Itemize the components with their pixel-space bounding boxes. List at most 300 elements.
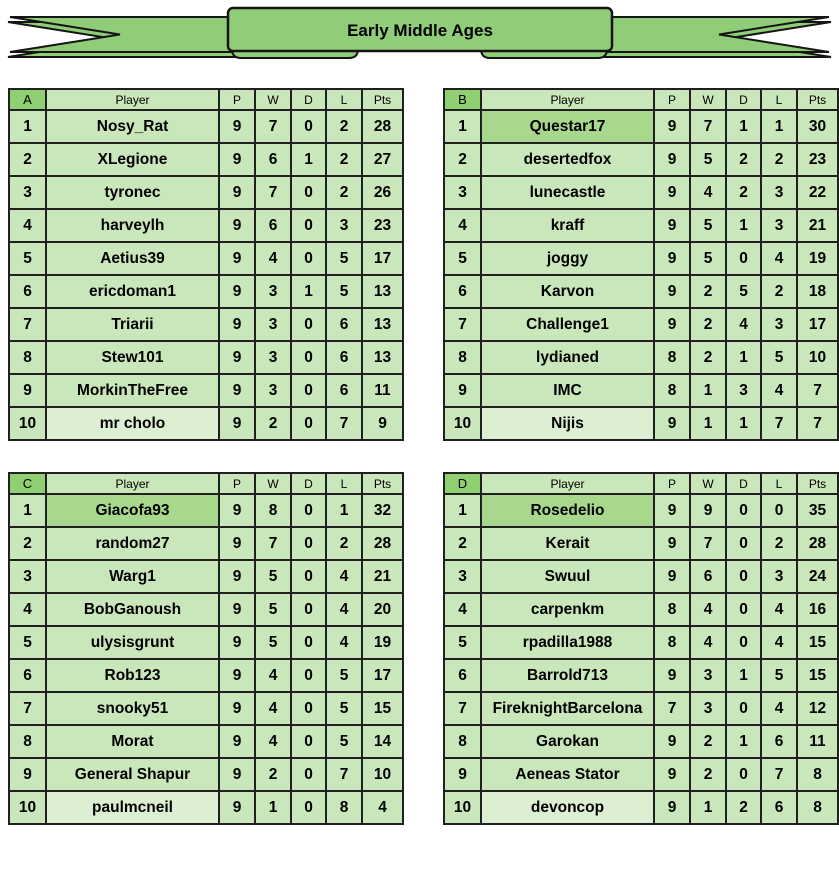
- player-cell: rpadilla1988: [481, 626, 654, 659]
- table-row: [444, 659, 838, 692]
- d-cell: 0: [291, 527, 326, 560]
- rank-cell: 5: [9, 242, 46, 275]
- table-row: [444, 527, 838, 560]
- d-cell: 0: [291, 242, 326, 275]
- table-row: [444, 242, 838, 275]
- table-row: [9, 758, 403, 791]
- pts-cell: 16: [797, 593, 838, 626]
- rank-cell: 4: [9, 593, 46, 626]
- d-cell: 0: [291, 758, 326, 791]
- l-cell: 7: [761, 758, 797, 791]
- pts-cell: 7: [797, 374, 838, 407]
- l-cell: 6: [326, 341, 362, 374]
- p-cell: 9: [219, 659, 255, 692]
- player-cell: Triarii: [46, 308, 219, 341]
- table-row: [444, 791, 838, 824]
- player-cell: Kerait: [481, 527, 654, 560]
- p-cell: 9: [219, 176, 255, 209]
- rank-cell: 2: [444, 143, 481, 176]
- p-cell: 9: [219, 275, 255, 308]
- standings-table-d: [443, 472, 839, 825]
- pts-cell: 32: [362, 494, 403, 527]
- pts-cell: 19: [362, 626, 403, 659]
- col-header-player: Player: [481, 89, 654, 110]
- l-cell: 4: [761, 374, 797, 407]
- header-row: [9, 89, 403, 110]
- p-cell: 9: [219, 560, 255, 593]
- d-cell: 0: [726, 527, 761, 560]
- pts-cell: 20: [362, 593, 403, 626]
- l-cell: 4: [326, 626, 362, 659]
- p-cell: 9: [219, 791, 255, 824]
- col-header-l: L: [326, 473, 362, 494]
- l-cell: 2: [326, 143, 362, 176]
- rank-cell: 8: [444, 725, 481, 758]
- p-cell: 9: [654, 659, 690, 692]
- rank-cell: 3: [9, 560, 46, 593]
- p-cell: 9: [654, 275, 690, 308]
- rank-cell: 5: [444, 242, 481, 275]
- l-cell: 5: [761, 341, 797, 374]
- p-cell: 9: [219, 143, 255, 176]
- player-cell: MorkinTheFree: [46, 374, 219, 407]
- rank-cell: 2: [9, 527, 46, 560]
- table-row: [444, 308, 838, 341]
- w-cell: 1: [690, 407, 726, 440]
- w-cell: 7: [690, 110, 726, 143]
- l-cell: 5: [326, 242, 362, 275]
- l-cell: 2: [761, 275, 797, 308]
- table-row: [9, 791, 403, 824]
- col-header-w: W: [690, 89, 726, 110]
- rank-cell: 4: [444, 593, 481, 626]
- w-cell: 7: [255, 110, 291, 143]
- col-header-p: P: [654, 89, 690, 110]
- l-cell: 3: [761, 308, 797, 341]
- col-header-l: L: [761, 89, 797, 110]
- w-cell: 5: [255, 626, 291, 659]
- w-cell: 1: [255, 791, 291, 824]
- pts-cell: 4: [362, 791, 403, 824]
- l-cell: 6: [761, 725, 797, 758]
- rank-cell: 6: [444, 659, 481, 692]
- col-header-pts: Pts: [362, 89, 403, 110]
- player-cell: Barrold713: [481, 659, 654, 692]
- d-cell: 0: [726, 692, 761, 725]
- w-cell: 3: [255, 275, 291, 308]
- d-cell: 2: [726, 143, 761, 176]
- l-cell: 3: [761, 176, 797, 209]
- l-cell: 7: [326, 758, 362, 791]
- w-cell: 5: [690, 209, 726, 242]
- player-cell: kraff: [481, 209, 654, 242]
- pts-cell: 26: [362, 176, 403, 209]
- d-cell: 2: [726, 791, 761, 824]
- pts-cell: 11: [797, 725, 838, 758]
- p-cell: 9: [654, 110, 690, 143]
- table-header: [444, 473, 838, 494]
- d-cell: 0: [291, 692, 326, 725]
- rank-cell: 9: [9, 374, 46, 407]
- rank-cell: 7: [9, 308, 46, 341]
- pts-cell: 13: [362, 308, 403, 341]
- col-header-d: D: [291, 89, 326, 110]
- w-cell: 4: [255, 725, 291, 758]
- w-cell: 6: [255, 143, 291, 176]
- col-header-w: W: [255, 89, 291, 110]
- p-cell: 9: [219, 527, 255, 560]
- p-cell: 8: [654, 341, 690, 374]
- table-row: [444, 560, 838, 593]
- p-cell: 9: [219, 110, 255, 143]
- rank-cell: 9: [444, 758, 481, 791]
- rank-cell: 1: [9, 494, 46, 527]
- standings-table-b: [443, 88, 839, 441]
- w-cell: 3: [255, 308, 291, 341]
- rank-cell: 9: [9, 758, 46, 791]
- w-cell: 2: [690, 758, 726, 791]
- player-cell: Swuul: [481, 560, 654, 593]
- p-cell: 9: [654, 725, 690, 758]
- table-row: [444, 758, 838, 791]
- rank-cell: 4: [9, 209, 46, 242]
- pts-cell: 17: [362, 659, 403, 692]
- pts-cell: 28: [362, 110, 403, 143]
- d-cell: 1: [291, 275, 326, 308]
- l-cell: 7: [326, 407, 362, 440]
- l-cell: 1: [326, 494, 362, 527]
- p-cell: 9: [219, 341, 255, 374]
- d-cell: 0: [291, 593, 326, 626]
- l-cell: 8: [326, 791, 362, 824]
- rank-cell: 10: [9, 791, 46, 824]
- w-cell: 4: [255, 242, 291, 275]
- pts-cell: 15: [362, 692, 403, 725]
- player-cell: mr cholo: [46, 407, 219, 440]
- rank-cell: 8: [444, 341, 481, 374]
- pts-cell: 12: [797, 692, 838, 725]
- w-cell: 5: [255, 593, 291, 626]
- pts-cell: 13: [362, 275, 403, 308]
- table-row: [444, 593, 838, 626]
- table-row: [9, 527, 403, 560]
- pts-cell: 19: [797, 242, 838, 275]
- player-cell: General Shapur: [46, 758, 219, 791]
- player-cell: paulmcneil: [46, 791, 219, 824]
- title-ribbon: [0, 0, 839, 64]
- d-cell: 0: [291, 791, 326, 824]
- w-cell: 5: [255, 560, 291, 593]
- col-header-p: P: [219, 89, 255, 110]
- p-cell: 9: [654, 308, 690, 341]
- l-cell: 5: [326, 725, 362, 758]
- player-cell: Aetius39: [46, 242, 219, 275]
- rank-cell: 1: [9, 110, 46, 143]
- player-cell: desertedfox: [481, 143, 654, 176]
- table-row: [9, 110, 403, 143]
- rank-cell: 3: [444, 176, 481, 209]
- rank-cell: 4: [444, 209, 481, 242]
- table-row: [9, 626, 403, 659]
- col-header-d: D: [726, 473, 761, 494]
- player-cell: devoncop: [481, 791, 654, 824]
- pts-cell: 15: [797, 626, 838, 659]
- table-body: [444, 494, 838, 824]
- d-cell: 0: [291, 110, 326, 143]
- pts-cell: 24: [797, 560, 838, 593]
- col-header-pts: Pts: [797, 89, 838, 110]
- d-cell: 0: [291, 176, 326, 209]
- rank-cell: 3: [444, 560, 481, 593]
- w-cell: 5: [690, 143, 726, 176]
- table-row: [444, 341, 838, 374]
- col-header-w: W: [690, 473, 726, 494]
- col-header-p: P: [654, 473, 690, 494]
- d-cell: 1: [291, 143, 326, 176]
- w-cell: 9: [690, 494, 726, 527]
- rank-cell: 6: [444, 275, 481, 308]
- pts-cell: 17: [362, 242, 403, 275]
- table-row: [9, 407, 403, 440]
- rank-cell: 7: [444, 308, 481, 341]
- group-letter-cell: C: [9, 473, 46, 494]
- l-cell: 2: [326, 110, 362, 143]
- pts-cell: 11: [362, 374, 403, 407]
- w-cell: 2: [255, 758, 291, 791]
- table-row: [9, 593, 403, 626]
- col-header-d: D: [726, 89, 761, 110]
- player-cell: random27: [46, 527, 219, 560]
- page-title: Early Middle Ages: [347, 21, 493, 40]
- p-cell: 9: [219, 692, 255, 725]
- w-cell: 7: [690, 527, 726, 560]
- player-cell: Nosy_Rat: [46, 110, 219, 143]
- col-header-w: W: [255, 473, 291, 494]
- rank-cell: 2: [9, 143, 46, 176]
- d-cell: 4: [726, 308, 761, 341]
- table-body: [444, 110, 838, 440]
- col-header-l: L: [326, 89, 362, 110]
- d-cell: 0: [291, 659, 326, 692]
- player-cell: Questar17: [481, 110, 654, 143]
- pts-cell: 8: [797, 791, 838, 824]
- table-row: [9, 374, 403, 407]
- rank-cell: 7: [444, 692, 481, 725]
- p-cell: 7: [654, 692, 690, 725]
- standings-row-bottom: [8, 472, 839, 825]
- w-cell: 2: [690, 308, 726, 341]
- p-cell: 9: [654, 143, 690, 176]
- rank-cell: 1: [444, 110, 481, 143]
- l-cell: 5: [326, 275, 362, 308]
- w-cell: 3: [255, 374, 291, 407]
- player-cell: Rob123: [46, 659, 219, 692]
- rank-cell: 10: [9, 407, 46, 440]
- pts-cell: 35: [797, 494, 838, 527]
- l-cell: 4: [761, 593, 797, 626]
- d-cell: 0: [726, 242, 761, 275]
- w-cell: 3: [690, 659, 726, 692]
- group-letter-cell: B: [444, 89, 481, 110]
- d-cell: 0: [291, 560, 326, 593]
- rank-cell: 8: [9, 341, 46, 374]
- table-header: [444, 89, 838, 110]
- l-cell: 5: [326, 692, 362, 725]
- player-cell: tyronec: [46, 176, 219, 209]
- d-cell: 0: [291, 725, 326, 758]
- p-cell: 9: [219, 494, 255, 527]
- table-row: [444, 692, 838, 725]
- player-cell: lunecastle: [481, 176, 654, 209]
- d-cell: 1: [726, 341, 761, 374]
- player-cell: Challenge1: [481, 308, 654, 341]
- player-cell: carpenkm: [481, 593, 654, 626]
- w-cell: 2: [690, 341, 726, 374]
- d-cell: 5: [726, 275, 761, 308]
- l-cell: 0: [761, 494, 797, 527]
- p-cell: 9: [654, 560, 690, 593]
- ribbon-tail-right: [599, 17, 829, 52]
- w-cell: 8: [255, 494, 291, 527]
- pts-cell: 15: [797, 659, 838, 692]
- d-cell: 1: [726, 659, 761, 692]
- col-header-player: Player: [46, 89, 219, 110]
- d-cell: 0: [726, 626, 761, 659]
- p-cell: 9: [219, 407, 255, 440]
- player-cell: BobGanoush: [46, 593, 219, 626]
- d-cell: 0: [291, 626, 326, 659]
- l-cell: 3: [761, 209, 797, 242]
- p-cell: 8: [654, 626, 690, 659]
- standings-row-top: [8, 88, 839, 441]
- rank-cell: 7: [9, 692, 46, 725]
- l-cell: 4: [761, 692, 797, 725]
- w-cell: 4: [690, 626, 726, 659]
- rank-cell: 8: [9, 725, 46, 758]
- w-cell: 6: [690, 560, 726, 593]
- p-cell: 9: [654, 791, 690, 824]
- col-header-player: Player: [46, 473, 219, 494]
- w-cell: 4: [690, 593, 726, 626]
- table-row: [444, 209, 838, 242]
- col-header-d: D: [291, 473, 326, 494]
- pts-cell: 17: [797, 308, 838, 341]
- table-row: [9, 242, 403, 275]
- pts-cell: 8: [797, 758, 838, 791]
- p-cell: 9: [219, 593, 255, 626]
- d-cell: 0: [291, 341, 326, 374]
- col-header-l: L: [761, 473, 797, 494]
- table-row: [9, 275, 403, 308]
- l-cell: 4: [326, 593, 362, 626]
- p-cell: 9: [219, 374, 255, 407]
- table-row: [444, 143, 838, 176]
- d-cell: 0: [726, 560, 761, 593]
- w-cell: 1: [690, 791, 726, 824]
- pts-cell: 23: [797, 143, 838, 176]
- pts-cell: 18: [797, 275, 838, 308]
- w-cell: 2: [255, 407, 291, 440]
- l-cell: 6: [761, 791, 797, 824]
- ribbon-tail-left: [10, 17, 240, 52]
- player-cell: Stew101: [46, 341, 219, 374]
- standings-table-c: [8, 472, 404, 825]
- d-cell: 0: [291, 209, 326, 242]
- table-header: [9, 89, 403, 110]
- p-cell: 9: [654, 242, 690, 275]
- d-cell: 1: [726, 209, 761, 242]
- rank-cell: 9: [444, 374, 481, 407]
- l-cell: 4: [326, 560, 362, 593]
- pts-cell: 22: [797, 176, 838, 209]
- table-row: [444, 407, 838, 440]
- l-cell: 5: [326, 659, 362, 692]
- p-cell: 9: [219, 758, 255, 791]
- player-cell: ulysisgrunt: [46, 626, 219, 659]
- table-row: [9, 659, 403, 692]
- header-row: [444, 473, 838, 494]
- l-cell: 6: [326, 374, 362, 407]
- d-cell: 0: [291, 407, 326, 440]
- rank-cell: 5: [9, 626, 46, 659]
- l-cell: 2: [761, 527, 797, 560]
- d-cell: 1: [726, 407, 761, 440]
- player-cell: joggy: [481, 242, 654, 275]
- d-cell: 0: [726, 758, 761, 791]
- pts-cell: 30: [797, 110, 838, 143]
- pts-cell: 23: [362, 209, 403, 242]
- pts-cell: 13: [362, 341, 403, 374]
- table-body: [9, 494, 403, 824]
- table-row: [9, 176, 403, 209]
- pts-cell: 14: [362, 725, 403, 758]
- p-cell: 9: [219, 626, 255, 659]
- table-body: [9, 110, 403, 440]
- w-cell: 3: [255, 341, 291, 374]
- pts-cell: 21: [797, 209, 838, 242]
- table-row: [444, 494, 838, 527]
- p-cell: 9: [654, 209, 690, 242]
- group-letter-cell: A: [9, 89, 46, 110]
- table-row: [444, 374, 838, 407]
- l-cell: 1: [761, 110, 797, 143]
- player-cell: FireknightBarcelona: [481, 692, 654, 725]
- w-cell: 1: [690, 374, 726, 407]
- pts-cell: 9: [362, 407, 403, 440]
- p-cell: 9: [219, 242, 255, 275]
- pts-cell: 28: [797, 527, 838, 560]
- l-cell: 3: [761, 560, 797, 593]
- l-cell: 2: [326, 527, 362, 560]
- player-cell: IMC: [481, 374, 654, 407]
- col-header-pts: Pts: [797, 473, 838, 494]
- table-row: [9, 692, 403, 725]
- d-cell: 3: [726, 374, 761, 407]
- player-cell: snooky51: [46, 692, 219, 725]
- rank-cell: 6: [9, 275, 46, 308]
- d-cell: 0: [291, 494, 326, 527]
- player-cell: lydianed: [481, 341, 654, 374]
- l-cell: 4: [761, 242, 797, 275]
- pts-cell: 27: [362, 143, 403, 176]
- w-cell: 4: [255, 692, 291, 725]
- w-cell: 4: [255, 659, 291, 692]
- player-cell: Giacofa93: [46, 494, 219, 527]
- standings-table-a: [8, 88, 404, 441]
- p-cell: 9: [654, 758, 690, 791]
- d-cell: 0: [726, 494, 761, 527]
- header-row: [9, 473, 403, 494]
